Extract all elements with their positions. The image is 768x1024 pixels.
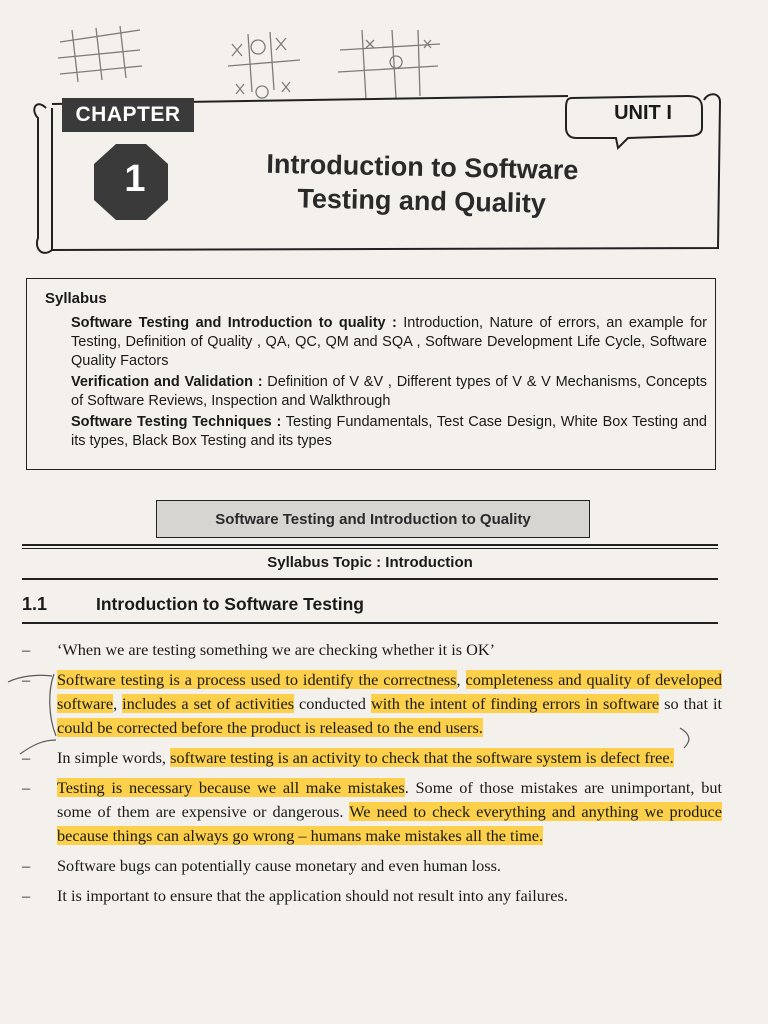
highlighted-text: with the intent of finding errors in software — [370, 694, 660, 713]
bullet-text: , — [113, 694, 123, 713]
bullet-text: , — [456, 670, 466, 689]
syllabus-item-text: Definition of V &V , Different types of V & V Mechanisms, Concepts of Software Reviews, Inspection and Walkthrough — [71, 374, 707, 409]
bullet-dash: – — [22, 778, 31, 797]
bullet-text: conducted — [294, 694, 371, 713]
highlighted-text: Testing is necessary because we all make mistakes — [57, 778, 405, 797]
chapter-number: 1 — [124, 157, 146, 200]
highlighted-text: includes a set of activities — [122, 694, 295, 713]
list-item — [22, 746, 722, 770]
highlighted-text: Software testing is a process used to identify the correctness — [57, 670, 457, 689]
highlighted-text: software testing is an activity to check that the software system is defect free. — [170, 748, 674, 767]
chapter-title-line-1: Introduction to Software — [266, 148, 579, 186]
body-text — [22, 638, 722, 914]
list-item — [22, 776, 722, 848]
section-number: 1.1 — [22, 594, 48, 614]
chapter-title-line-2: Testing and Quality — [297, 183, 547, 219]
list-item — [22, 668, 722, 740]
bullet-dash: – — [22, 670, 31, 689]
bullet-dash: – — [22, 640, 31, 659]
list-item — [22, 638, 722, 662]
bullet-dash: – — [22, 856, 31, 875]
syllabus-item-topic: Software Testing and Introduction to quality : — [71, 315, 397, 331]
syllabus-item — [45, 373, 707, 411]
list-item — [22, 884, 722, 908]
unit-label: UNIT I — [614, 101, 672, 124]
divider — [22, 548, 718, 549]
syllabus-item-text: Introduction, Nature of errors, an example for Testing, Definition of Quality , QA, QC, QM and SQA , Software Development Life Cycle, Software Quality Factors — [71, 315, 707, 369]
chapter-label: CHAPTER — [62, 98, 194, 132]
syllabus-topic: Syllabus Topic : Introduction — [267, 554, 473, 571]
section-banner: Software Testing and Introduction to Quality — [156, 500, 590, 538]
bullet-text: . Some of those mistakes are unimportant, but some of them are expensive or dangerous. — [57, 778, 722, 821]
bullet-text: In simple words, — [57, 748, 171, 767]
highlighted-text: We need to check everything and anything we produce because things can always go wrong – humans make mistakes all the time. — [57, 802, 722, 845]
syllabus-heading: Syllabus — [45, 290, 107, 307]
syllabus-item — [45, 413, 707, 451]
chapter-title — [221, 146, 622, 222]
divider — [22, 622, 718, 624]
syllabus-item — [45, 314, 707, 371]
bullet-text: It is important to ensure that the application should not result into any failures. — [57, 886, 568, 905]
list-item — [22, 854, 722, 878]
bullet-dash: – — [22, 886, 31, 905]
syllabus-item-topic: Software Testing Techniques : — [71, 414, 282, 430]
bullet-text: so that it — [659, 694, 723, 713]
syllabus-item-topic: Verification and Validation : — [71, 374, 263, 390]
highlighted-text: completeness and quality of developed software — [57, 670, 723, 713]
bullet-text: ‘When we are testing something we are checking whether it is OK’ — [57, 640, 496, 659]
highlighted-text: could be corrected before the product is released to the end users. — [57, 718, 483, 737]
syllabus-box — [26, 278, 716, 470]
divider — [22, 544, 718, 546]
section-title: Introduction to Software Testing — [96, 594, 364, 614]
syllabus-item-text: Testing Fundamentals, Test Case Design, White Box Testing and its types, Black Box Testing and its types — [71, 414, 707, 449]
divider — [22, 578, 718, 580]
bullet-text: Software bugs can potentially cause monetary and even human loss. — [57, 856, 501, 875]
bullet-dash: – — [22, 748, 31, 767]
